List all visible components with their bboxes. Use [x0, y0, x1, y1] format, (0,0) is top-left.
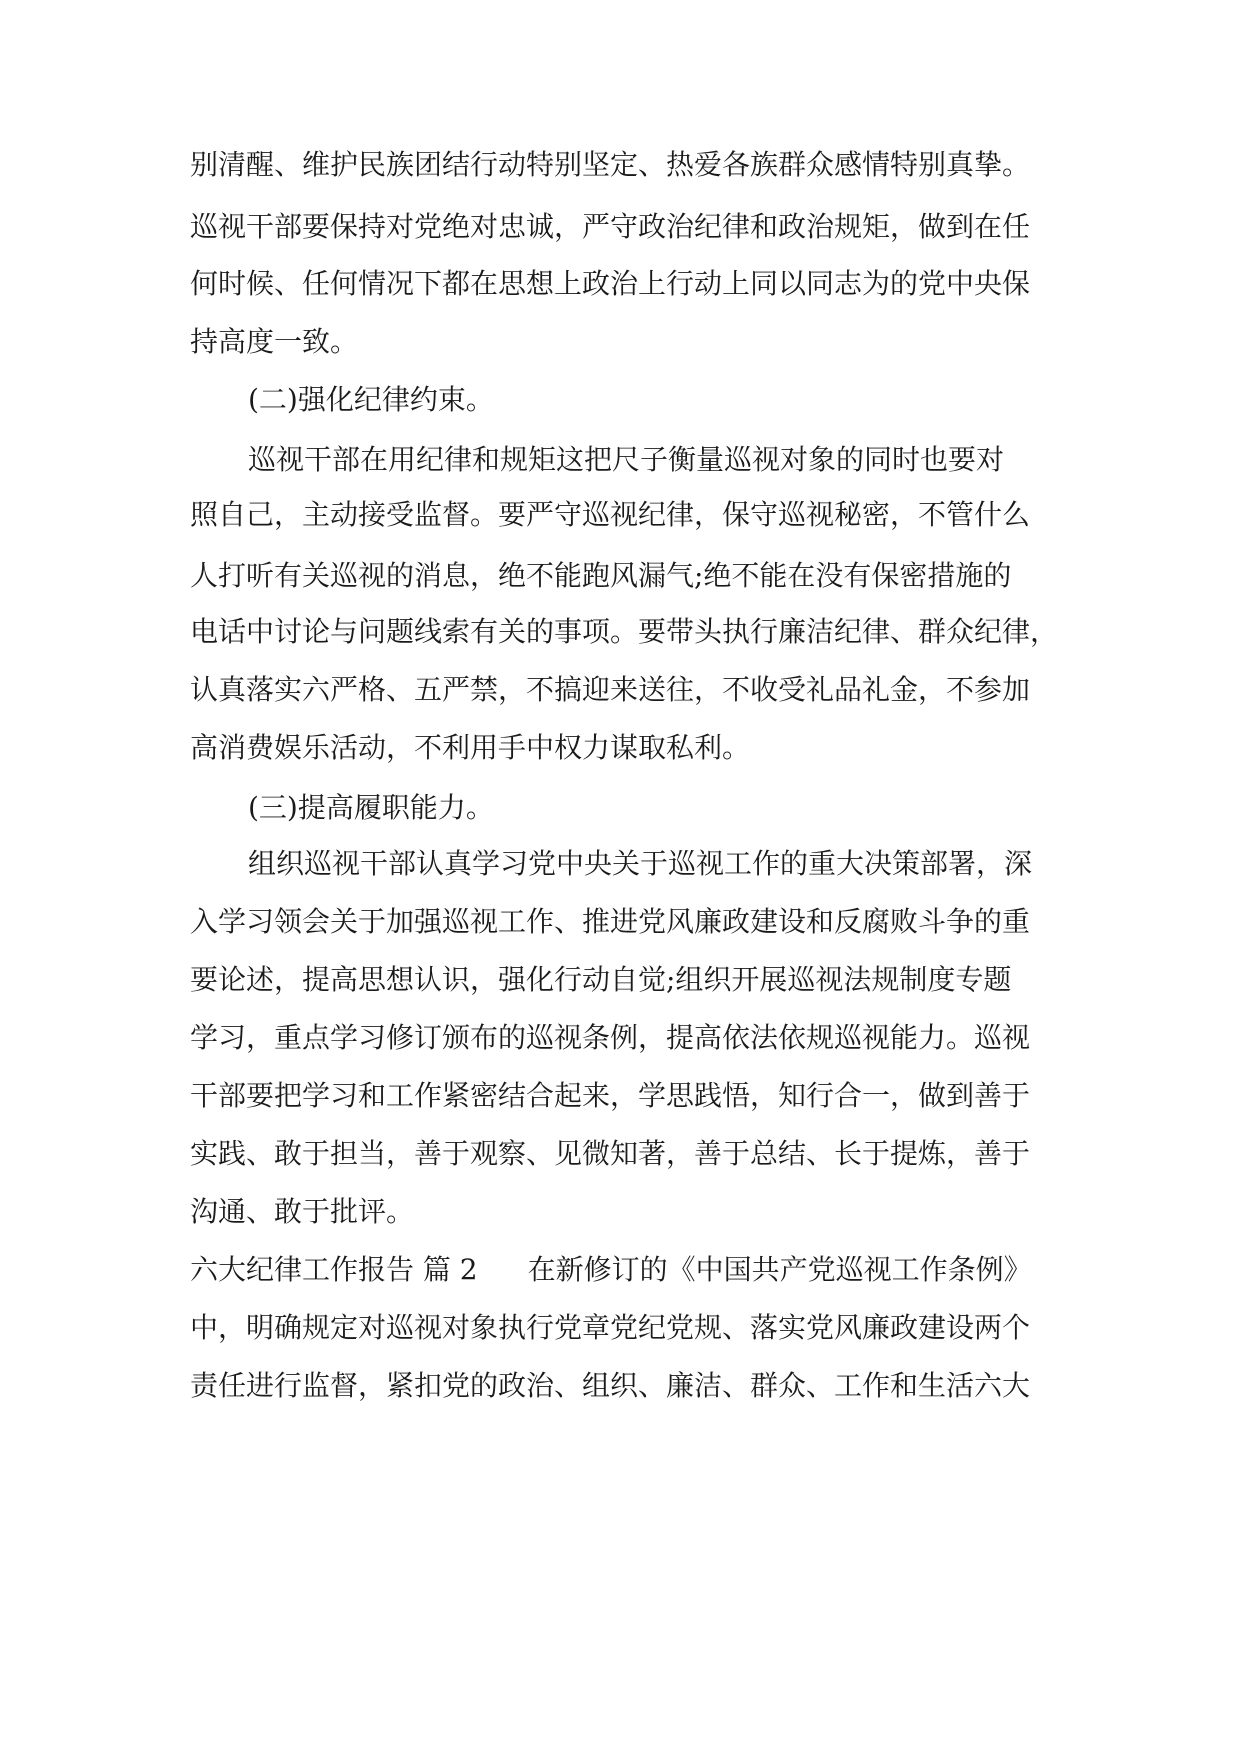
text-line: 入学习领会关于加强巡视工作、推进党风廉政建设和反腐败斗争的重 — [190, 905, 1031, 938]
text-line: 电话中讨论与问题线索有关的事项。要带头执行廉洁纪律、群众纪律， — [190, 615, 1059, 648]
text-line: 实践、敢于担当，善于观察、见微知著，善于总结、长于提炼，善于 — [190, 1137, 1031, 1170]
text-line: 照自己，主动接受监督。要严守巡视纪律，保守巡视秘密，不管什么 — [190, 498, 1031, 531]
report-intro-text: 在新修订的《中国共产党巡视工作条例》 — [527, 1253, 1032, 1286]
text-line: 巡视干部要保持对党绝对忠诚，严守政治纪律和政治规矩，做到在任 — [190, 210, 1031, 243]
text-line: 别清醒、维护民族团结行动特别坚定、热爱各族群众感情特别真挚。 — [190, 148, 1031, 181]
text-line: 要论述，提高思想认识，强化行动自觉;组织开展巡视法规制度专题 — [190, 963, 1012, 996]
report-title: 六大纪律工作报告 篇 2 — [190, 1253, 478, 1286]
text-line: 高消费娱乐活动，不利用手中权力谋取私利。 — [190, 731, 751, 764]
text-line: 认真落实六严格、五严禁，不搞迎来送往，不收受礼品礼金，不参加 — [190, 673, 1031, 706]
text-line: 人打听有关巡视的消息，绝不能跑风漏气;绝不能在没有保密措施的 — [190, 559, 1012, 592]
text-line: 学习，重点学习修订颁布的巡视条例，提高依法依规巡视能力。巡视 — [190, 1021, 1031, 1054]
text-line: 责任进行监督，紧扣党的政治、组织、廉洁、群众、工作和生活六大 — [190, 1369, 1031, 1402]
text-line: 何时候、任何情况下都在思想上政治上行动上同以同志为的党中央保 — [190, 267, 1031, 300]
text-line: 持高度一致。 — [190, 325, 359, 358]
paragraph-start: 组织巡视干部认真学习党中央关于巡视工作的重大决策部署，深 — [248, 847, 1033, 880]
paragraph-start: 巡视干部在用纪律和规矩这把尺子衡量巡视对象的同时也要对 — [248, 443, 1005, 476]
text-line: 沟通、敢于批评。 — [190, 1195, 415, 1228]
report-heading-line — [190, 1250, 1032, 1290]
section-heading: (三)提高履职能力。 — [248, 791, 494, 824]
text-line: 干部要把学习和工作紧密结合起来，学思践悟，知行合一，做到善于 — [190, 1079, 1031, 1112]
section-heading: (二)强化纪律约束。 — [248, 383, 494, 416]
text-line: 中，明确规定对巡视对象执行党章党纪党规、落实党风廉政建设两个 — [190, 1311, 1031, 1344]
